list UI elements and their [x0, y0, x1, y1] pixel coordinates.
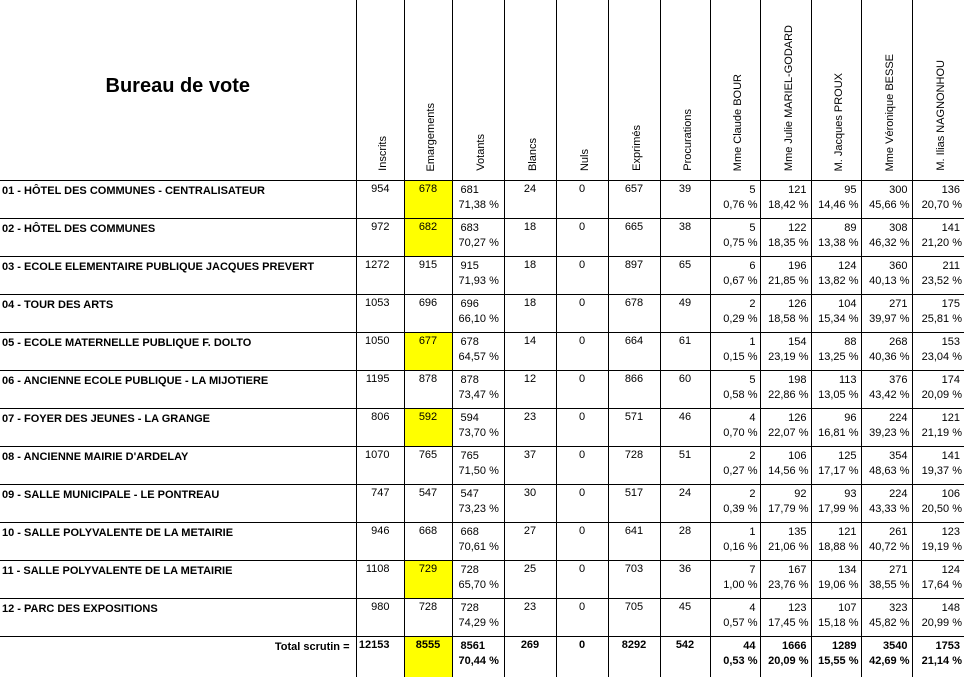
candidate-1-cell: 4 0,70 % [710, 409, 760, 447]
nuls-cell: 0 [556, 333, 608, 371]
nuls-cell: 0 [556, 257, 608, 295]
table-row [0, 485, 964, 523]
candidate-5-cell: 1753 21,14 % [912, 637, 964, 677]
exprimes-cell: 897 [608, 257, 660, 295]
procurations-cell: 28 [660, 523, 710, 561]
emargements-cell: 765 [404, 447, 452, 485]
votants-cell: 728 65,70 % [452, 561, 504, 599]
candidate-4-cell: 224 39,23 % [861, 409, 912, 447]
table-row [0, 257, 964, 295]
nuls-cell: 0 [556, 181, 608, 219]
candidate-3-cell: 88 13,25 % [811, 333, 861, 371]
candidate-2-cell: 126 18,58 % [760, 295, 811, 333]
nuls-cell: 0 [556, 637, 608, 677]
procurations-cell: 61 [660, 333, 710, 371]
votants-cell: 678 64,57 % [452, 333, 504, 371]
nuls-cell: 0 [556, 447, 608, 485]
blancs-cell: 18 [504, 257, 556, 295]
table-row [0, 371, 964, 409]
blancs-cell: 23 [504, 409, 556, 447]
candidate-5-cell: 124 17,64 % [912, 561, 964, 599]
candidate-3-cell: 104 15,34 % [811, 295, 861, 333]
procurations-cell: 49 [660, 295, 710, 333]
candidate-1-cell: 2 0,29 % [710, 295, 760, 333]
candidate-4-cell: 354 48,63 % [861, 447, 912, 485]
candidate-5-cell: 121 21,19 % [912, 409, 964, 447]
emargements-cell: 915 [404, 257, 452, 295]
blancs-cell: 18 [504, 219, 556, 257]
col-header-emargements: Emargements [404, 0, 452, 181]
bureau-name: 12 - PARC DES EXPOSITIONS [0, 599, 356, 637]
col-header-procurations: Procurations [660, 0, 710, 181]
blancs-cell: 37 [504, 447, 556, 485]
candidate-2-cell: 106 14,56 % [760, 447, 811, 485]
candidate-5-cell: 123 19,19 % [912, 523, 964, 561]
candidate-5-cell: 148 20,99 % [912, 599, 964, 637]
candidate-1-cell: 5 0,75 % [710, 219, 760, 257]
candidate-3-cell: 124 13,82 % [811, 257, 861, 295]
bureau-name: 07 - FOYER DES JEUNES - LA GRANGE [0, 409, 356, 447]
candidate-1-cell: 2 0,27 % [710, 447, 760, 485]
col-header-candidate-3: M. Jacques PROUX [811, 0, 861, 181]
inscrits-cell: 1050 [356, 333, 404, 371]
votants-cell: 696 66,10 % [452, 295, 504, 333]
votants-cell: 594 73,70 % [452, 409, 504, 447]
bureau-name: 01 - HÔTEL DES COMMUNES - CENTRALISATEUR [0, 181, 356, 219]
col-header-candidate-4: Mme Véronique BESSE [861, 0, 912, 181]
emargements-cell: 728 [404, 599, 452, 637]
blancs-cell: 14 [504, 333, 556, 371]
col-header-candidate-5: M. Ilias NAGNONHOU [912, 0, 964, 181]
nuls-cell: 0 [556, 371, 608, 409]
candidate-4-cell: 323 45,82 % [861, 599, 912, 637]
candidate-3-cell: 93 17,99 % [811, 485, 861, 523]
emargements-cell: 677 [404, 333, 452, 371]
blancs-cell: 30 [504, 485, 556, 523]
candidate-2-cell: 198 22,86 % [760, 371, 811, 409]
inscrits-cell: 946 [356, 523, 404, 561]
candidate-1-cell: 6 0,67 % [710, 257, 760, 295]
exprimes-cell: 705 [608, 599, 660, 637]
candidate-3-cell: 96 16,81 % [811, 409, 861, 447]
candidate-2-cell: 1666 20,09 % [760, 637, 811, 677]
emargements-cell: 729 [404, 561, 452, 599]
candidate-1-cell: 5 0,76 % [710, 181, 760, 219]
procurations-cell: 65 [660, 257, 710, 295]
nuls-cell: 0 [556, 485, 608, 523]
candidate-4-cell: 224 43,33 % [861, 485, 912, 523]
votants-cell: 765 71,50 % [452, 447, 504, 485]
exprimes-cell: 571 [608, 409, 660, 447]
exprimes-cell: 866 [608, 371, 660, 409]
exprimes-cell: 664 [608, 333, 660, 371]
nuls-cell: 0 [556, 599, 608, 637]
candidate-5-cell: 175 25,81 % [912, 295, 964, 333]
votants-cell: 8561 70,44 % [452, 637, 504, 677]
votants-cell: 878 73,47 % [452, 371, 504, 409]
blancs-cell: 23 [504, 599, 556, 637]
exprimes-cell: 8292 [608, 637, 660, 677]
nuls-cell: 0 [556, 409, 608, 447]
candidate-3-cell: 107 15,18 % [811, 599, 861, 637]
candidate-3-cell: 113 13,05 % [811, 371, 861, 409]
candidate-3-cell: 1289 15,55 % [811, 637, 861, 677]
candidate-3-cell: 121 18,88 % [811, 523, 861, 561]
table-row [0, 181, 964, 219]
inscrits-cell: 1108 [356, 561, 404, 599]
procurations-cell: 36 [660, 561, 710, 599]
candidate-1-cell: 1 0,15 % [710, 333, 760, 371]
exprimes-cell: 703 [608, 561, 660, 599]
procurations-cell: 38 [660, 219, 710, 257]
candidate-2-cell: 135 21,06 % [760, 523, 811, 561]
candidate-5-cell: 211 23,52 % [912, 257, 964, 295]
col-header-blancs: Blancs [504, 0, 556, 181]
emargements-cell: 682 [404, 219, 452, 257]
emargements-cell: 878 [404, 371, 452, 409]
inscrits-cell: 954 [356, 181, 404, 219]
candidate-1-cell: 1 0,16 % [710, 523, 760, 561]
bureau-name: 09 - SALLE MUNICIPALE - LE PONTREAU [0, 485, 356, 523]
col-header-candidate-1: Mme Claude BOUR [710, 0, 760, 181]
nuls-cell: 0 [556, 523, 608, 561]
table-row [0, 561, 964, 599]
bureau-name: 06 - ANCIENNE ECOLE PUBLIQUE - LA MIJOTIERE [0, 371, 356, 409]
emargements-cell: 547 [404, 485, 452, 523]
procurations-cell: 24 [660, 485, 710, 523]
inscrits-cell: 806 [356, 409, 404, 447]
total-row [0, 637, 964, 677]
candidate-2-cell: 123 17,45 % [760, 599, 811, 637]
candidate-4-cell: 300 45,66 % [861, 181, 912, 219]
candidate-1-cell: 4 0,57 % [710, 599, 760, 637]
votants-cell: 728 74,29 % [452, 599, 504, 637]
candidate-5-cell: 141 19,37 % [912, 447, 964, 485]
inscrits-cell: 12153 [356, 637, 404, 677]
exprimes-cell: 728 [608, 447, 660, 485]
header-row [0, 0, 964, 181]
candidate-5-cell: 106 20,50 % [912, 485, 964, 523]
bureau-name: 05 - ECOLE MATERNELLE PUBLIQUE F. DOLTO [0, 333, 356, 371]
exprimes-cell: 665 [608, 219, 660, 257]
exprimes-cell: 678 [608, 295, 660, 333]
col-header-candidate-2: Mme Julie MARIEL-GODARD [760, 0, 811, 181]
votants-cell: 683 70,27 % [452, 219, 504, 257]
candidate-5-cell: 136 20,70 % [912, 181, 964, 219]
bureau-name: 11 - SALLE POLYVALENTE DE LA METAIRIE [0, 561, 356, 599]
candidate-5-cell: 153 23,04 % [912, 333, 964, 371]
candidate-3-cell: 95 14,46 % [811, 181, 861, 219]
blancs-cell: 24 [504, 181, 556, 219]
procurations-cell: 60 [660, 371, 710, 409]
candidate-2-cell: 167 23,76 % [760, 561, 811, 599]
inscrits-cell: 980 [356, 599, 404, 637]
nuls-cell: 0 [556, 219, 608, 257]
emargements-cell: 592 [404, 409, 452, 447]
table-row [0, 333, 964, 371]
candidate-1-cell: 44 0,53 % [710, 637, 760, 677]
blancs-cell: 12 [504, 371, 556, 409]
candidate-4-cell: 268 40,36 % [861, 333, 912, 371]
candidate-4-cell: 271 39,97 % [861, 295, 912, 333]
procurations-cell: 46 [660, 409, 710, 447]
col-header-inscrits: Inscrits [356, 0, 404, 181]
votants-cell: 547 73,23 % [452, 485, 504, 523]
candidate-5-cell: 141 21,20 % [912, 219, 964, 257]
procurations-cell: 45 [660, 599, 710, 637]
candidate-3-cell: 89 13,38 % [811, 219, 861, 257]
candidate-3-cell: 134 19,06 % [811, 561, 861, 599]
table-row [0, 523, 964, 561]
candidate-4-cell: 261 40,72 % [861, 523, 912, 561]
inscrits-cell: 972 [356, 219, 404, 257]
total-label: Total scrutin = [0, 637, 356, 677]
emargements-cell: 668 [404, 523, 452, 561]
bureau-name: 08 - ANCIENNE MAIRIE D'ARDELAY [0, 447, 356, 485]
blancs-cell: 27 [504, 523, 556, 561]
candidate-2-cell: 92 17,79 % [760, 485, 811, 523]
candidate-4-cell: 3540 42,69 % [861, 637, 912, 677]
procurations-cell: 542 [660, 637, 710, 677]
inscrits-cell: 1053 [356, 295, 404, 333]
col-header-votants: Votants [452, 0, 504, 181]
table-row [0, 295, 964, 333]
bureau-name: 03 - ECOLE ELEMENTAIRE PUBLIQUE JACQUES PREVERT [0, 257, 356, 295]
candidate-2-cell: 196 21,85 % [760, 257, 811, 295]
table-row [0, 219, 964, 257]
procurations-cell: 39 [660, 181, 710, 219]
nuls-cell: 0 [556, 295, 608, 333]
bureau-name: 10 - SALLE POLYVALENTE DE LA METAIRIE [0, 523, 356, 561]
exprimes-cell: 657 [608, 181, 660, 219]
candidate-3-cell: 125 17,17 % [811, 447, 861, 485]
candidate-1-cell: 7 1,00 % [710, 561, 760, 599]
bureau-title: Bureau de vote [0, 0, 356, 181]
col-header-nuls: Nuls [556, 0, 608, 181]
nuls-cell: 0 [556, 561, 608, 599]
table-row [0, 409, 964, 447]
inscrits-cell: 1070 [356, 447, 404, 485]
results-body [0, 181, 964, 677]
bureau-name: 02 - HÔTEL DES COMMUNES [0, 219, 356, 257]
emargements-cell: 8555 [404, 637, 452, 677]
inscrits-cell: 1272 [356, 257, 404, 295]
blancs-cell: 25 [504, 561, 556, 599]
exprimes-cell: 517 [608, 485, 660, 523]
candidate-1-cell: 5 0,58 % [710, 371, 760, 409]
candidate-2-cell: 126 22,07 % [760, 409, 811, 447]
procurations-cell: 51 [660, 447, 710, 485]
table-row [0, 447, 964, 485]
candidate-2-cell: 122 18,35 % [760, 219, 811, 257]
candidate-2-cell: 121 18,42 % [760, 181, 811, 219]
exprimes-cell: 641 [608, 523, 660, 561]
emargements-cell: 696 [404, 295, 452, 333]
emargements-cell: 678 [404, 181, 452, 219]
candidate-1-cell: 2 0,39 % [710, 485, 760, 523]
candidate-5-cell: 174 20,09 % [912, 371, 964, 409]
votants-cell: 668 70,61 % [452, 523, 504, 561]
candidate-4-cell: 376 43,42 % [861, 371, 912, 409]
candidate-4-cell: 271 38,55 % [861, 561, 912, 599]
blancs-cell: 269 [504, 637, 556, 677]
votants-cell: 681 71,38 % [452, 181, 504, 219]
candidate-2-cell: 154 23,19 % [760, 333, 811, 371]
candidate-4-cell: 308 46,32 % [861, 219, 912, 257]
candidate-4-cell: 360 40,13 % [861, 257, 912, 295]
col-header-exprimes: Exprimés [608, 0, 660, 181]
table-row [0, 599, 964, 637]
votants-cell: 915 71,93 % [452, 257, 504, 295]
bureau-name: 04 - TOUR DES ARTS [0, 295, 356, 333]
inscrits-cell: 1195 [356, 371, 404, 409]
inscrits-cell: 747 [356, 485, 404, 523]
blancs-cell: 18 [504, 295, 556, 333]
